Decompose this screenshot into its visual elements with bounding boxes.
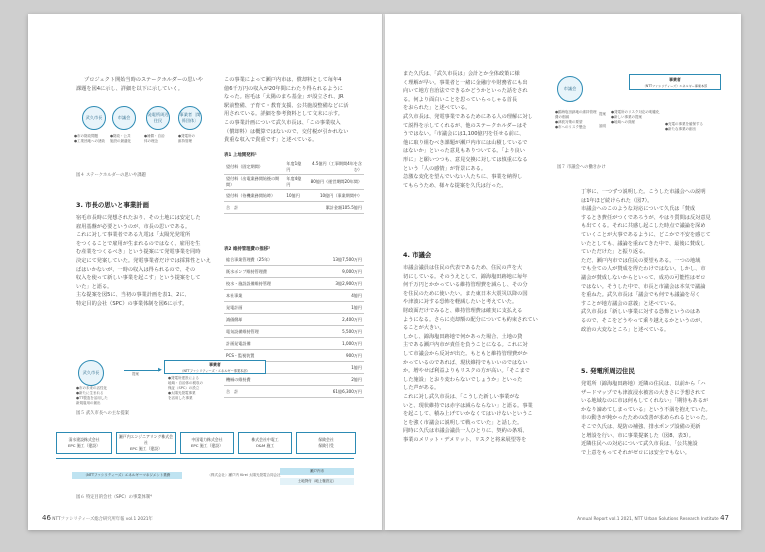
- fig6-company-4: 株式会社中電工 O&M 施工: [238, 432, 292, 454]
- table-row: 1億円: [224, 362, 364, 374]
- fig4-circle-mayor: 武久市長: [82, 106, 106, 130]
- table-row: 望付料（出電業務開始後の期間） 年度4億円 80億円（運営期間20年間）: [224, 175, 364, 190]
- section-5-body: 発電所（錦海塩田跡地）近隣の住民は、以前から「ハ ザードマップでも津波浸水被害の大きさに予想されて いる地域なのに市は何もしてくれない」「期待もあるが かなり諦めてしまっている」という不満を抱えていた。 市の動きが鈍かったための改善が求められるといった。 そこで久氏は、堤防の補強、排水ポンプ設備の更新 と増設を行い、市に事業提案した（図8、表3）。 近隣住民への対応について武久市長は、「公共施設 で上意をもってそれがゼロには安全でもない。: [581, 381, 711, 456]
- table-row: 総合事業管理費（25年） 13億7,500万円: [224, 254, 364, 266]
- fig6-caption: 図６ 特定目的会社（SPC）の事業体制⁴: [76, 495, 152, 500]
- page-number: 46: [42, 514, 51, 522]
- fig6-company-3: 中国電力株式会社 EPC 施工（建設）: [180, 432, 234, 454]
- right-col1-text: また久氏は、「武久市長は」会計とか全体政策に様 く理解が早い。事業者と一緒に金融庁や財務省にも出 向いて地方自治法でできるかどうかといった話をされ る。何より面白いことを思っていらっしゃる首長 をおられた」と述べている。 武久市長は、発電事業であるためにある人の理解に対し て説得を示してくれるが、他のステークホルダーはそ うではない。「市議会には1,100億円を任せる前に、 他に取り組むべき課題が瀬戸内市には山積しているで はないか」といった意見もありついてる。「より良い 形に」と願いつつも、意見交換に対しては慎重になる という「人の感情」が背景にある。 急激な変化を望んでいない人たちに、事業を納得し てもらうため、様々な提案を久氏は行った。: [403, 71, 533, 189]
- fig4-circle-residents: 発電所周辺住民: [146, 106, 170, 130]
- table-row: 望付料（待機業務開始時） 10億円 10億円（事業期間中）: [224, 190, 364, 202]
- page-number: 47: [720, 514, 729, 522]
- intro-line-1: プロジェクト開始当時のステークホルダーの思いや: [84, 77, 203, 83]
- arrow-right-icon: ▶: [158, 367, 162, 373]
- left-page: [28, 14, 384, 530]
- fig7-label-proposal: 提案: [599, 112, 606, 116]
- fig4-circle-council: 市議会: [112, 106, 136, 130]
- fig6-spc: （株式会社）瀬戸内 Kirei 太陽光発電合同会社: [207, 473, 281, 477]
- table-1: [224, 152, 364, 214]
- section-4-title: 4. 市議会: [403, 251, 432, 259]
- fig7-left-notes: ●錦海塩田跡地の維持管理費の削減 ●津波対策の要望 ●市へのリスク懸念: [555, 110, 597, 129]
- fig4-note-1: ●市の財政問題 ●工業団地への誘致: [74, 134, 106, 143]
- fig5-notes: ●市の未来の活性化 ●新たに生まれる ●TT製造を活用した 新規雇用の創出: [76, 386, 108, 405]
- table-row: 電気設備維持管理 5,500万円: [224, 326, 364, 338]
- fig5-caption: 図５ 武久市長への主な提案: [76, 411, 129, 416]
- fig6-company-1: 清水建設株式会社 EPC 施工（建設）: [56, 432, 112, 454]
- right-footer: [577, 514, 729, 522]
- fig7-label-explain: 説明: [599, 124, 606, 128]
- fig6-bar-right-sub: 土地貸付（地上権設定）: [280, 478, 354, 485]
- table-row: 既水ポンプ維持管理費 9,000万円: [224, 266, 364, 278]
- fig7-right-notes: ●発電所のリスク対応の明確化 ●新しい事業の提案 ●地域への貢献: [611, 110, 660, 124]
- left-footer: [42, 514, 153, 522]
- table-row: 機械の維持費 2億円: [224, 374, 364, 386]
- fig7-circle-council: 市議会: [557, 76, 583, 102]
- left-col2-text: この事業によって瀬戸内市は、償却料として毎年4 億6千万円の収入が20年間にわたり得られるように なった。宿毛は「太陽のまち基金」が設立され、JR 駅前整備、子育て・教育支援、公共施設整備などに活 用されている。詳細を参考資料として文末に示す。 この事業計画について武久市長は、「この事業収入 （償却料）は概算ではないので、交付税が引かれない 貴重な収入で貴重です」と述べている。: [224, 77, 349, 144]
- fig6-bar-left: （NTTファシリティーズ）エネルギーマネジメント業務: [72, 472, 182, 479]
- table-row: PCS・監視装置 900万円: [224, 350, 364, 362]
- footer-text: Annual Report vol.1 2021, NTT Urban Solutions Research Institute: [577, 517, 719, 522]
- fig4-note-4: ●発電所の 維持管理: [178, 134, 196, 143]
- fig6-connector-line: [56, 458, 354, 459]
- section-3-title: 3. 市長の思いと事業計画: [76, 201, 150, 209]
- fig5-arrow-label: 提案: [132, 372, 139, 376]
- fig5-circle-mayor: 武久市長: [78, 360, 104, 386]
- fig6-company-2: 瀬戸内エンジニアリング株式会社 EPC 施工（建設）: [116, 432, 176, 454]
- fig4-caption: 図４ ステークホルダーの思いや課題: [76, 173, 146, 178]
- fig4-note-2: ●財政・公共 施設の最適化: [110, 134, 131, 143]
- fig4-note-3: ●補償・自治 体の理念: [144, 134, 165, 143]
- fig4-circle-operator: 事業者〔関係団体〕: [178, 106, 202, 130]
- table-row: 発電計画 1億円: [224, 302, 364, 314]
- fig6-company-5: 保険会社 保険引受: [296, 432, 356, 454]
- right-page: [385, 14, 741, 530]
- fig7-company-box: 事業者 （NTTファシリティーズ）エネルギー事業本部: [629, 74, 721, 90]
- right-col2-text: 丁寧に、一つずつ説明した。こうした市議会への説明 は1年ほど続けられた（図7）。 市議会へのこのような対応について久氏は「賛成 するとき費任がつくであろうが、やはり質問は反対意見 も出てくる。それに共感し起こした時点で議論を深め ていくことが大事であるように、どこかで不安を感じて いたとしても、議論を重ねてきた中で、最後に賛成し ていただけた」と振り返る。 ただ、瀬戸内市では住民の要望もある。一つの地域 でも全ての人が賛成を得たわけではない。しかし、市 議会が賛成しないからといって、成功の可能性はゼロ ではない。そうした中で、市長と市議会は本気で議論 を重ねた。武久市長は「議会でも何でも議論を尽く すことが地方議会の意義」と述べている。 武久市長は「新しい事業に対する恐怖というのはあ るので、そこをどうやって乗り越えるかというのが、 政治の大変なところ」と述べている。: [581, 189, 711, 333]
- intro-line-2: 課題を図4に示し、詳細を以下に示していく。: [76, 86, 183, 92]
- fig6-bar-right: 瀬戸内市: [280, 468, 354, 475]
- footer-text: NTTファシリティーズ総合研究所年報 vol.1 2021年: [52, 517, 153, 522]
- table-row: 合 計 累計金額105.5億円: [224, 202, 364, 214]
- table-2-title: 表2 維持管理費の推移²: [224, 247, 271, 252]
- table-row: 計画発電設備 1,000万円: [224, 338, 364, 350]
- fig5-company-box: 事業者 （NTTファシリティーズ・エネルギー事業本部）: [164, 360, 266, 374]
- table-row: 望付料（固定期間） 年度1億円 4.5億円（工事期間4年を含む）: [224, 160, 364, 175]
- table-row: 本社事業 4億円: [224, 290, 364, 302]
- table-row: 校水・施設設備維持管理 3億2,900万円: [224, 278, 364, 290]
- section-5-title: 5. 発電所周辺住民: [581, 367, 635, 375]
- section-3-body: 宿毛市長時に発想されたおり、その土地には安定した 雇用基盤が必要というのが、市長の思いである。 これに対して事業者である九電は「太陽光発電所 をつくることで雇用が生まれるのではなく、雇用を生 む産業をつくるべき」という提案にて発電事業を同時 決定にて発案していた。発電事業者だけでは採算性といえ ばはいかないが、一時の収入は得られるので、その 収入を使って新しい事業を起こす」という提案をして いた」と語る。 主な提案を図5に、当初の事業計画を表1、2に、 特定目的会社（SPC）の事業体制を図6に示す。: [76, 215, 211, 307]
- fig5-arrow-line: [124, 370, 160, 371]
- fig7-caption: 図７ 市議会への働きかけ: [557, 165, 606, 170]
- table-row: 減価償却 2,400万円: [224, 314, 364, 326]
- section-4-body: 市議会議員は住民の代表であるため、住民の声を大 切にしている。そのうえとして、錦海塩田跡地に毎年 何千万円とかかっている維持管理費を減らし、その分 を住民のために使いたい。また東日本大震災以降の国 や津波に対する恐怖を軽減したいと考えていた。 財政面だけでみると、維持管理費は確実に支払える ようになる。さらに売却額の配分についても約束されてい ることが大きい。 しかし、錦海塩田跡地で何かあった場合、土地の貸 主である瀬戸内市が責任を負うことになる。これに対 して市議会から反対が出た。もともと維持管理費がか かっているのであれば、現状維持でもいいのではない か。増やせば利益よりもリスクの方が高い。「そこまで した施設」とおり変わらないでしょうか」といった した声がある。 これに対し武久市長は、「こうした新しい事業がな いと、現状維持では赤字は減らならない」と語る。事業 を起こして、積み上げていかなくてはいけないというこ とを強く市議会に説明して戦っていた」と話した。 同時に久氏は市議会議員一人ひとりに、契約の条項、 事業のメリット・デメリット、リスクと将来展望等を: [403, 265, 538, 443]
- table-1-title: 表1 上地開発料¹: [224, 153, 257, 158]
- fig7-box-notes: ●売電の事業を確保する ●新たな事業の創出: [665, 122, 704, 131]
- table-row: 合 計 61億6,300万円: [224, 386, 364, 398]
- fig5-proposal: ●発電所建設による 地域・自治体の税収の 保証（SPC）の設立 ●太陽光発電事業 を活用した事業: [168, 376, 203, 400]
